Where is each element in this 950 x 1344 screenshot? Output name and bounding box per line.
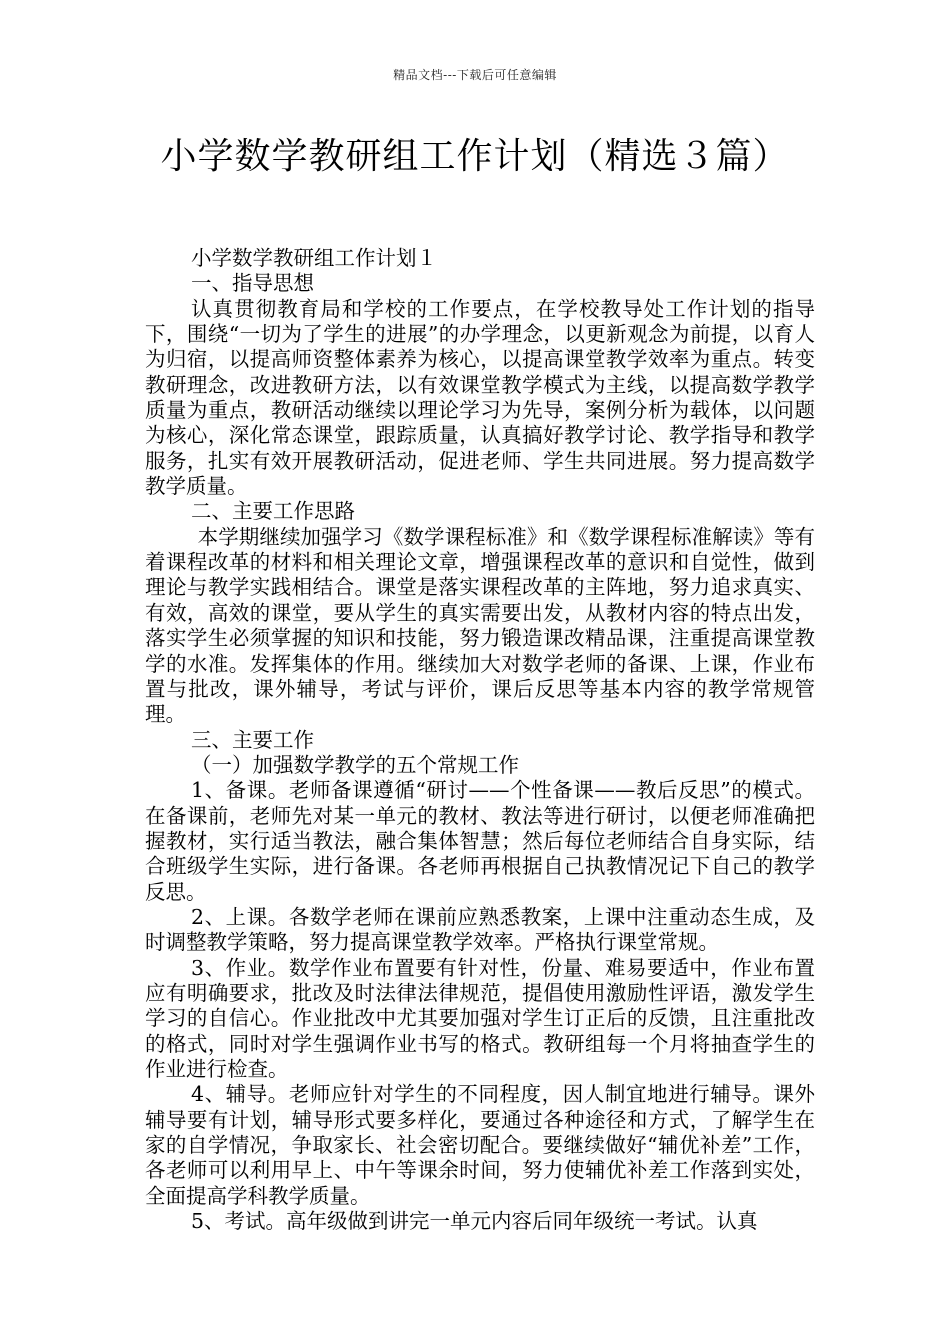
document-title: 小学数学教研组工作计划（精选３篇） — [160, 136, 790, 177]
list-item-tutoring: 4、辅导。老师应针对学生的不同程度，因人制宜地进行辅导。课外辅导要有计划，辅导形式要多样化，要通过各种途径和方式，了解学生在家的自学情况，争取家长、社会密切配合。要继续做好“辅优补差”工作，各老师可以利用早上、中午等课余时间，努力使辅优补差工作落到实处，全面提高学科教学质量。 — [145, 1082, 815, 1208]
paragraph-work-approach: 本学期继续加强学习《数学课程标准》和《数学课程标准解读》等有着课程改革的材料和相关理论文章，增强课程改革的意识和自觉性，做到理论与教学实践相结合。课堂是落实课程改革的主阵地，努力追求真实、有效，高效的课堂，要从学生的真实需要出发，从教材内容的特点出发，落实学生必须掌握的知识和技能，努力锻造课改精品课，注重提高课堂教学的水准。发挥集体的作用。继续加大对数学老师的备课、上课，作业布置与批改，课外辅导，考试与评价，课后反思等基本内容的教学常规管理。 — [145, 524, 815, 727]
paragraph-guiding-thought: 认真贯彻教育局和学校的工作要点，在学校教导处工作计划的指导下，围绕“一切为了学生的进展”的办学理念，以更新观念为前提，以育人为归宿，以提高师资整体素养为核心，以提高课堂教学效率为重点。转变教研理念，改进教研方法，以有效课堂教学模式为主线，以提高数学教学质量为重点，教研活动继续以理论学习为先导，案例分析为载体，以问题为核心，深化常态课堂，跟踪质量，认真搞好教学讨论、教学指导和教学服务，扎实有效开展教研活动，促进老师、学生共同进展。努力提高数学教学质量。 — [145, 296, 815, 499]
list-item-exams: 5、考试。高年级做到讲完一单元内容后同年级统一考试。认真 — [191, 1209, 758, 1234]
list-item-lesson-prep: 1、备课。老师备课遵循“研讨——个性备课——教后反思”的模式。在备课前，老师先对某一单元的教材、教法等进行研讨，以便老师准确把握教材，实行适当教法，融合集体智慧；然后每位老师结合自身实际，结合班级学生实际，进行备课。各老师再根据自己执教情况记下自己的教学反思。 — [145, 778, 815, 904]
subsection-heading-routine-work: （一）加强数学教学的五个常规工作 — [191, 752, 519, 777]
section-heading-work-approach: 二、主要工作思路 — [191, 499, 355, 524]
section-heading-guiding-thought: 一、指导思想 — [191, 271, 314, 296]
section-heading-main-work: 三、主要工作 — [191, 727, 314, 752]
watermark-header: 精品文档---下载后可任意编辑 — [393, 68, 557, 82]
list-item-teaching: 2、上课。各数学老师在课前应熟悉教案，上课中注重动态生成，及时调整教学策略，努力提高课堂教学效率。严格执行课堂常规。 — [145, 904, 815, 955]
document-body — [145, 246, 815, 1234]
document-subtitle: 小学数学教研组工作计划１ — [191, 246, 437, 270]
list-item-homework: 3、作业。数学作业布置要有针对性，份量、难易要适中，作业布置应有明确要求，批改及时法律法律规范，提倡使用激励性评语，激发学生学习的自信心。作业批改中尤其要加强对学生订正后的反馈，且注重批改的格式，同时对学生强调作业书写的格式。教研组每一个月将抽查学生的作业进行检查。 — [145, 955, 815, 1081]
